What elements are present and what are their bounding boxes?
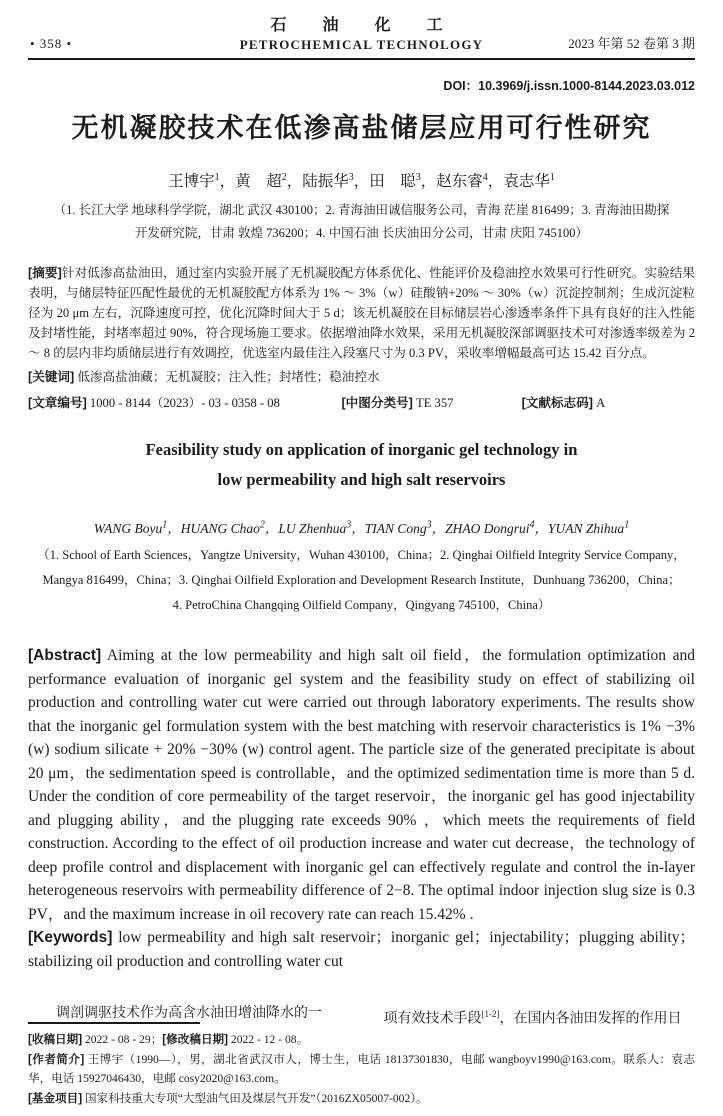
journal-title-en: PETROCHEMICAL TECHNOLOGY bbox=[239, 37, 484, 52]
author-en: LU Zhenhua$^3$， bbox=[278, 519, 365, 536]
footnote-fund: [基金项目] 国家科技重大专项“大型油气田及煤层气开发”（2016ZX05007-002）。 bbox=[28, 1091, 428, 1105]
affiliations-en bbox=[28, 543, 695, 618]
author-affil-sup: 1 bbox=[162, 519, 168, 531]
citation-ref: [1-2] bbox=[481, 1009, 500, 1019]
doi: DOI：10.3969/j.issn.1000-8144.2023.03.012 bbox=[443, 79, 695, 93]
author-en: TIAN Cong$^3$， bbox=[364, 519, 446, 536]
keywords-cn bbox=[28, 367, 695, 387]
affiliation-line: （1. 长江大学 地球科学学院，湖北 武汉 430100；2. 青海油田诚信服务公司，青海 茫崖 816499；3. 青海油田勘探 bbox=[53, 203, 670, 217]
author-en: WANG Boyu$^1$， bbox=[93, 519, 181, 536]
author-affil-sup: 1 bbox=[624, 519, 630, 531]
issue-info: 2023 年第 52 卷第 3 期 bbox=[568, 36, 695, 51]
keywords-cn-text: 低渗高盐油藏；无机凝胶；注入性；封堵性；稳油控水 bbox=[77, 370, 380, 384]
body-left-column: 调剖调驱技术作为高含水油田增油降水的一 bbox=[56, 1006, 322, 1021]
author-cn: 赵东睿$^4$， bbox=[436, 171, 504, 190]
footnote-rule bbox=[28, 1022, 200, 1024]
affiliation-line: Mangya 816499，China；3. Qinghai Oilfield Exploration and Development Research Institute，Dunhuang 736200，China； bbox=[42, 573, 681, 587]
affiliation-line: （1. School of Earth Sciences，Yangtze University，Wuhan 430100，China；2. Qinghai Oilfield Integrity Service Company， bbox=[37, 548, 686, 562]
author-en: YUAN Zhihua$^1$ bbox=[548, 519, 630, 536]
author-affil-sup: 1 bbox=[214, 171, 220, 183]
author-affil-sup: 3 bbox=[426, 519, 432, 531]
author-en: ZHAO Dongrui$^4$， bbox=[445, 519, 549, 536]
abstract-en bbox=[28, 644, 695, 926]
author-cn: 陆振华$^3$， bbox=[302, 171, 370, 190]
keywords-en bbox=[28, 926, 695, 973]
abstract-en-label: [Abstract] bbox=[28, 647, 102, 664]
author-en: HUANG Chao$^2$， bbox=[180, 519, 279, 536]
footnote-block bbox=[28, 1022, 695, 1108]
affiliation-line: 开发研究院，甘肃 敦煌 736200；4. 中国石油 长庆油田分公司，甘肃 庆阳 745100） bbox=[134, 226, 589, 240]
keywords-cn-label: [关键词] bbox=[28, 370, 75, 384]
article-info bbox=[28, 392, 695, 411]
affiliations-cn bbox=[28, 199, 695, 245]
paper-title-cn: 无机凝胶技术在低渗高盐储层应用可行性研究 bbox=[71, 113, 652, 143]
author-affil-sup: 1 bbox=[549, 171, 555, 183]
authors-en bbox=[28, 517, 695, 537]
author-affil-sup: 2 bbox=[281, 171, 287, 183]
document-code: [文献标志码] A bbox=[521, 396, 606, 410]
author-affil-sup: 4 bbox=[529, 519, 535, 531]
author-affil-sup: 4 bbox=[482, 171, 488, 183]
page-number: • 358 • bbox=[30, 36, 73, 51]
author-cn: 黄 超$^2$， bbox=[235, 171, 303, 190]
abstract-cn-text: 针对低渗高盐油田，通过室内实验开展了无机凝胶配方体系优化、性能评价及稳油控水效果可行性研究。实验结果表明，与储层特征匹配性最优的无机凝胶配方体系为 1% ～ 3%（w）硅酸钠+20% ～ 30%（w）沉淀控制剂；生成沉淀粒径为 20 μm 左右，沉降速度可控，优化沉降时间大于 5 d；该无机凝胶在目标储层岩心渗透率条件下具有良好的注入性能及封堵性能，封堵率超过 90%，符合现场施工要求。依据增油降水效果，采用无机凝胶深部调驱技术可对渗透率级差为 2 ～ 8 的层内非均质储层进行有效调控，优选室内最佳注入段塞尺寸为 0.3 PV，采收率增幅最高可达 15.42 百分点。 bbox=[28, 266, 696, 360]
author-cn: 田 聪$^3$， bbox=[369, 171, 437, 190]
author-affil-sup: 3 bbox=[346, 519, 352, 531]
authors-cn bbox=[28, 169, 695, 191]
affiliation-line: 4. PetroChina Changqing Oilfield Company，Qingyang 745100，China） bbox=[172, 598, 551, 612]
abstract-cn-label: [摘要] bbox=[28, 266, 62, 280]
abstract-cn bbox=[28, 263, 695, 363]
keywords-en-text: low permeability and high salt reservoir；inorganic gel；injectability；plugging ability；stabilizing oil production and controlling water cut bbox=[28, 929, 695, 970]
article-number: [文章编号] 1000 - 8144（2023）- 03 - 0358 - 08 bbox=[28, 396, 280, 410]
body-right-column: 项有效技术手段[1-2]，在国内各油田发挥的作用日 bbox=[383, 1009, 682, 1027]
author-affil-sup: 3 bbox=[415, 171, 421, 183]
journal-title-cn: 石 油 化 工 bbox=[270, 17, 453, 34]
journal-header bbox=[28, 8, 695, 60]
author-affil-sup: 2 bbox=[259, 519, 265, 531]
author-cn: 袁志华$^1$ bbox=[503, 171, 555, 190]
author-affil-sup: 3 bbox=[348, 171, 354, 183]
keywords-en-label: [Keywords] bbox=[28, 929, 113, 946]
footnote-author-bio: [作者简介] 王博宇（1990—），男，湖北省武汉市人，博士生，电话 18137301830，电邮 wangboyv1990@163.com。联系人：袁志华，电话 15927046430，电邮 cosy2020@163.com。 bbox=[28, 1052, 695, 1085]
abstract-en-text: Aiming at the low permeability and high salt oil field，the formulation optimization and performance evaluation of inorganic gel system and the feasibility study on effect of stabilizing oil production and controlling water cut were carried out through laboratory experiments. The results show that the inorganic gel formulation system with the best matching with reservoir characteristics is 1% −3% (w) sodium silicate + 20% −30% (w) control agent. The particle size of the generated precipitate is about 20 μm，the sedimentation speed is controllable，and the optimized sedimentation time is more than 5 d. Under the condition of core permeability of the target reservoir，the inorganic gel has good injectability and plugging ability，and the plugging rate exceeds 90% ，which meets the requirements of field construction. According to the effect of oil production increase and water cut decrease，the technology of deep profile control and displacement with inorganic gel can effectively regulate and control the in-layer heterogeneous reservoirs with permeability difference of 2−8. The optimal indoor injection slug size is 0.3 PV，and the maximum increase in oil recovery rate can reach 15.42% . bbox=[28, 647, 695, 923]
paper-title-en: Feasibility study on application of inorganic gel technology in low permeability and high salt reservoirs bbox=[145, 440, 578, 489]
clc-number: [中图分类号] TE 357 bbox=[341, 396, 454, 410]
footnote-dates: [收稿日期] 2022 - 08 - 29；[修改稿日期] 2022 - 12 - 08。 bbox=[28, 1033, 309, 1046]
author-cn: 王博宇$^1$， bbox=[168, 171, 236, 190]
